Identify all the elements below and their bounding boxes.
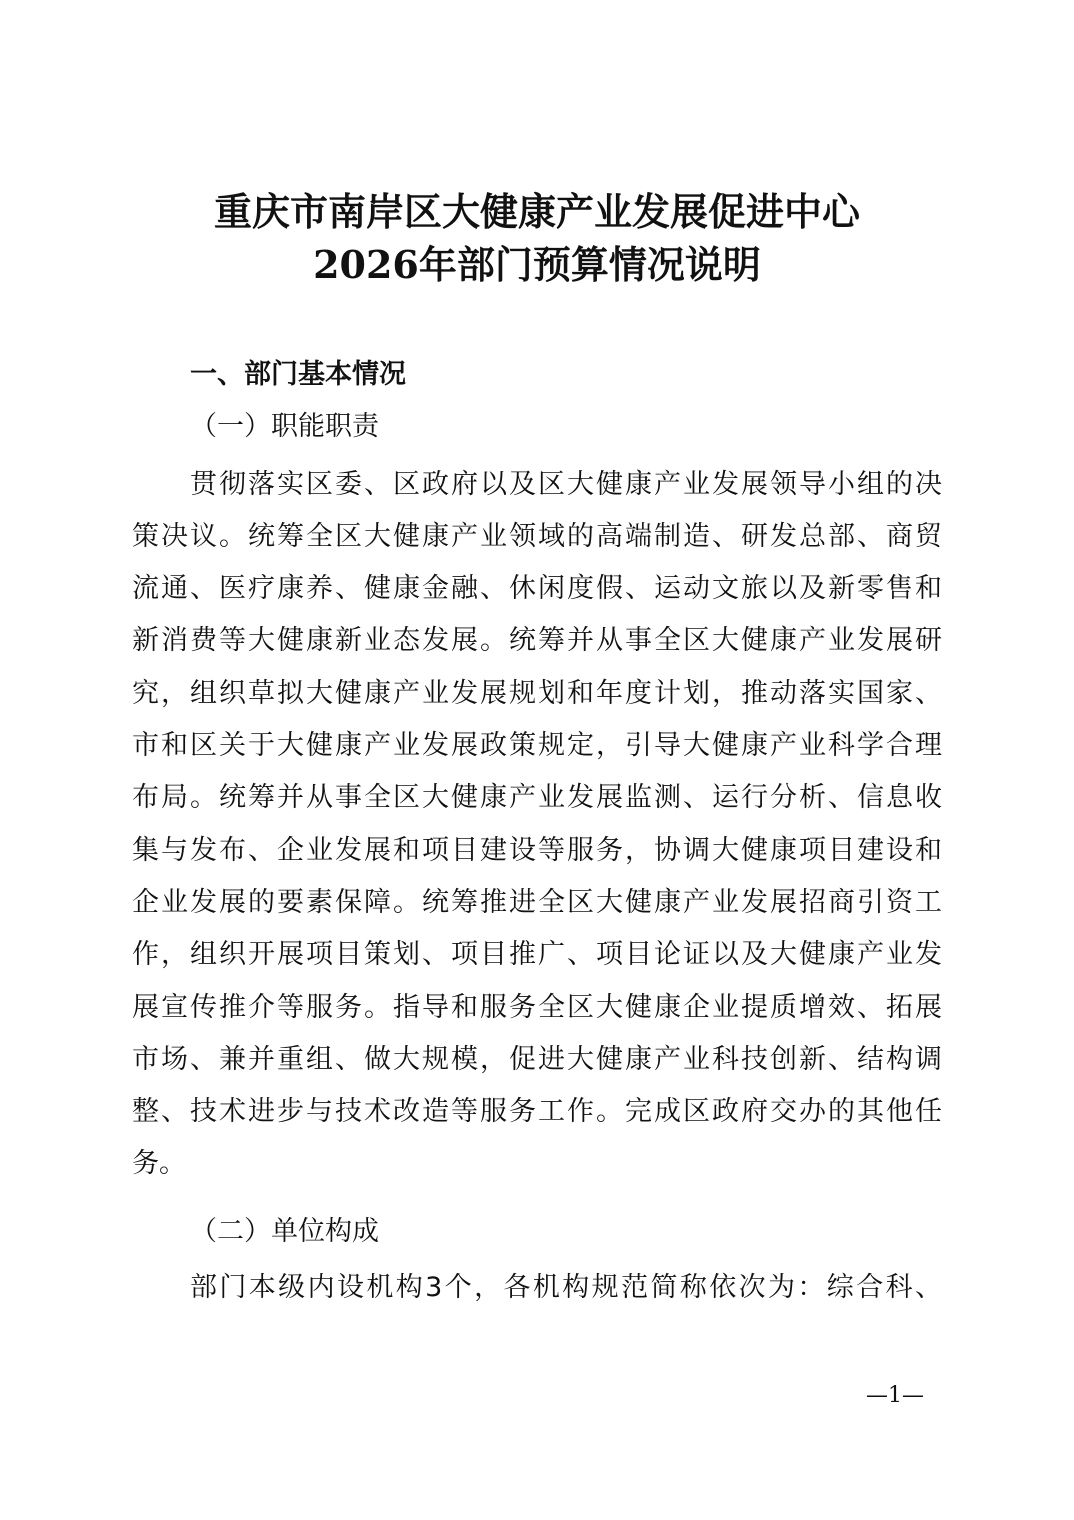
paragraph-line: 集与发布、企业发展和项目建设等服务，协调大健康项目建设和 [132, 835, 942, 866]
paragraph-line: 部门本级内设机构3个，各机构规范简称依次为：综合科、 [190, 1272, 942, 1303]
paragraph-line: 布局。统筹并从事全区大健康产业发展监测、运行分析、信息收 [132, 782, 942, 813]
paragraph-line: 作，组织开展项目策划、项目推广、项目论证以及大健康产业发 [132, 939, 942, 970]
paragraph-line: 市场、兼并重组、做大规模，促进大健康产业科技创新、结构调 [132, 1044, 942, 1075]
paragraph-line: 贯彻落实区委、区政府以及区大健康产业发展领导小组的决 [190, 469, 942, 500]
paragraph-line: 流通、医疗康养、健康金融、休闲度假、运动文旅以及新零售和 [132, 573, 942, 604]
paragraph-line: 展宣传推介等服务。指导和服务全区大健康企业提质增效、拓展 [132, 992, 942, 1023]
subsection-heading-unit-composition: （二）单位构成 [190, 1216, 379, 1247]
paragraph-line: 策决议。统筹全区大健康产业领域的高端制造、研发总部、商贸 [132, 521, 942, 552]
paragraph-line: 新消费等大健康新业态发展。统筹并从事全区大健康产业发展研 [132, 625, 942, 656]
subsection-heading-functions: （一）职能职责 [190, 411, 379, 442]
document-title-line-2: 2026年部门预算情况说明 [313, 242, 761, 287]
paragraph-line: 整、技术进步与技术改造等服务工作。完成区政府交办的其他任 [132, 1096, 942, 1127]
paragraph-line: 企业发展的要素保障。统筹推进全区大健康产业发展招商引资工 [132, 887, 942, 918]
section-heading-basic-info: 一、部门基本情况 [190, 359, 406, 390]
paragraph-line: 市和区关于大健康产业发展政策规定，引导大健康产业科学合理 [132, 730, 942, 761]
paragraph-line: 务。 [132, 1148, 186, 1179]
paragraph-line: 究，组织草拟大健康产业发展规划和年度计划，推动落实国家、 [132, 678, 942, 709]
document-title-line-1: 重庆市南岸区大健康产业发展促进中心 [213, 189, 860, 234]
page-number: —1— [866, 1383, 924, 1408]
